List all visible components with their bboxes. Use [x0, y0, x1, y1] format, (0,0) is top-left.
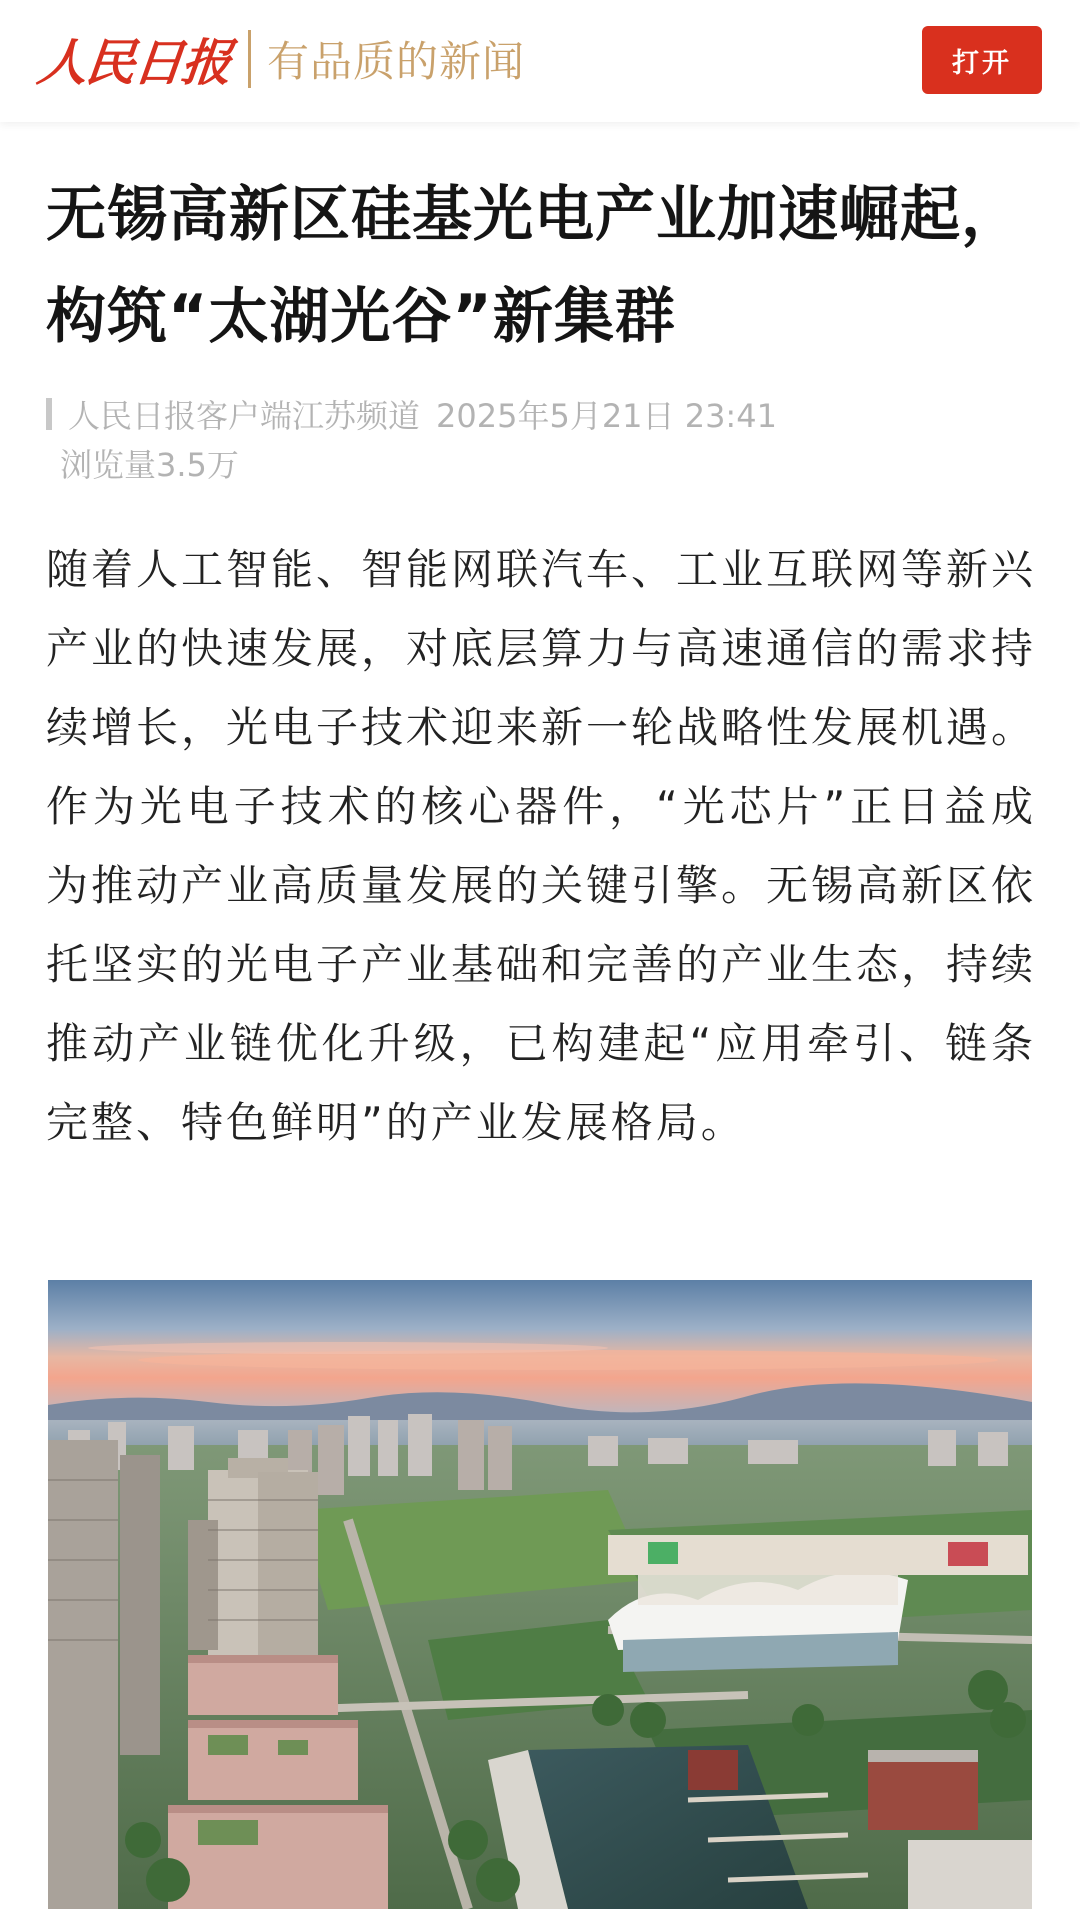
article-title: 无锡高新区硅基光电产业加速崛起，构筑“太湖光谷”新集群: [46, 180, 1022, 352]
top-bar: [0, 0, 1080, 122]
article-photo[interactable]: [48, 1280, 1032, 1909]
meta-accent-bar: [46, 398, 52, 430]
aerial-city-image: [48, 1280, 1032, 1909]
article-views: 浏览量3.5万: [60, 446, 239, 484]
open-app-button[interactable]: 打开: [922, 26, 1042, 94]
article-body: 随着人工智能、智能网联汽车、工业互联网等新兴产业的快速发展，对底层算力与高速通信的需求持续增长，光电子技术迎来新一轮战略性发展机遇。作为光电子技术的核心器件，“光芯片”正日益成为推动产业高质量发展的关键引擎。无锡高新区依托坚实的光电子产业基础和完善的产业生态，持续推动产业链优化升级，已构建起“应用牵引、链条完整、特色鲜明”的产业发展格局。: [46, 545, 1037, 1147]
meta-line: [46, 390, 1036, 438]
article-source: 人民日报客户端江苏频道: [68, 397, 421, 435]
article-datetime: 2025年5月21日 23:41: [436, 397, 777, 435]
brand-slogan: 有品质的新闻: [267, 37, 526, 86]
brand-divider: [248, 30, 251, 88]
article-meta: [46, 390, 1036, 488]
people-daily-logo: 人民日报: [34, 33, 233, 92]
brand[interactable]: [34, 26, 526, 92]
